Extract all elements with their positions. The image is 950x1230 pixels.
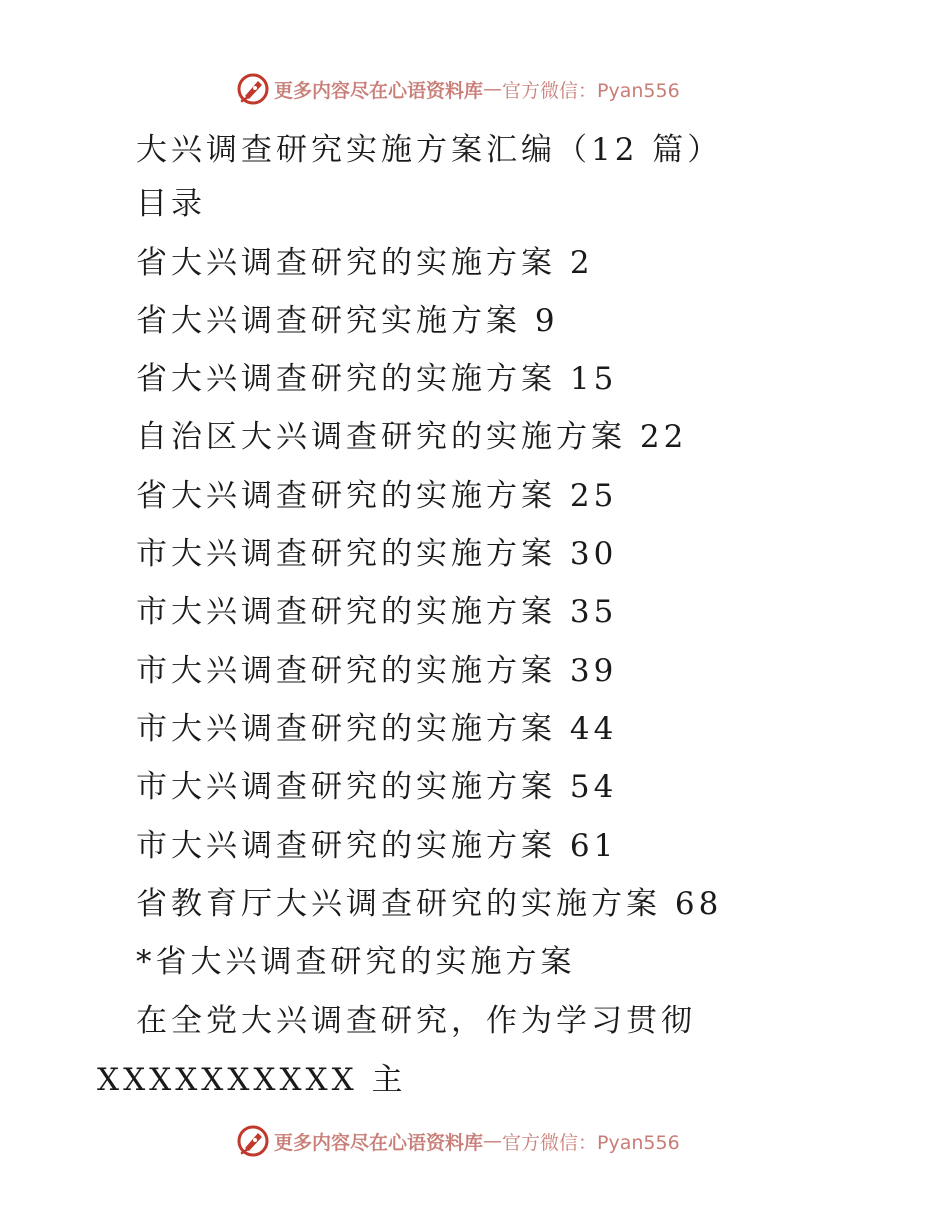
toc-item: 市大兴调查研究的实施方案 30 (136, 536, 618, 572)
toc-item: 省教育厅大兴调查研究的实施方案 68 (136, 886, 723, 922)
toc-item: 省大兴调查研究的实施方案 2 (136, 245, 594, 281)
document-title: 大兴调查研究实施方案汇编（12 篇） (136, 132, 723, 168)
toc-item: 市大兴调查研究的实施方案 44 (136, 711, 618, 747)
toc-heading: 目录 (136, 186, 206, 222)
section-heading: *省大兴调查研究的实施方案 (136, 944, 576, 980)
toc-item: 市大兴调查研究的实施方案 39 (136, 653, 618, 689)
toc-item: 省大兴调查研究实施方案 9 (136, 303, 559, 339)
watermark-dash: — (483, 78, 503, 100)
toc-item: 市大兴调查研究的实施方案 35 (136, 594, 618, 630)
watermark-text: 更多内容尽在心语资料库 (274, 79, 484, 102)
pen-nib-logo-icon (236, 1124, 270, 1158)
toc-item: 自治区大兴调查研究的实施方案 22 (136, 419, 688, 455)
body-paragraph-line: XXXXXXXXXX 主 (97, 1062, 407, 1098)
toc-item: 省大兴调查研究的实施方案 15 (136, 361, 618, 397)
toc-item: 市大兴调查研究的实施方案 61 (136, 828, 618, 864)
toc-item: 省大兴调查研究的实施方案 25 (136, 478, 618, 514)
watermark-text: 更多内容尽在心语资料库 (274, 1131, 484, 1154)
body-paragraph-line: 在全党大兴调查研究，作为学习贯彻 (136, 1003, 696, 1039)
watermark-wechat: 官方微信：Pyan556 (502, 79, 680, 102)
footer-watermark (236, 1124, 680, 1158)
watermark-dash: — (483, 1130, 503, 1152)
watermark-wechat: 官方微信：Pyan556 (502, 1131, 680, 1154)
pen-nib-logo-icon (236, 72, 270, 106)
toc-item: 市大兴调查研究的实施方案 54 (136, 769, 618, 805)
header-watermark (236, 72, 680, 106)
